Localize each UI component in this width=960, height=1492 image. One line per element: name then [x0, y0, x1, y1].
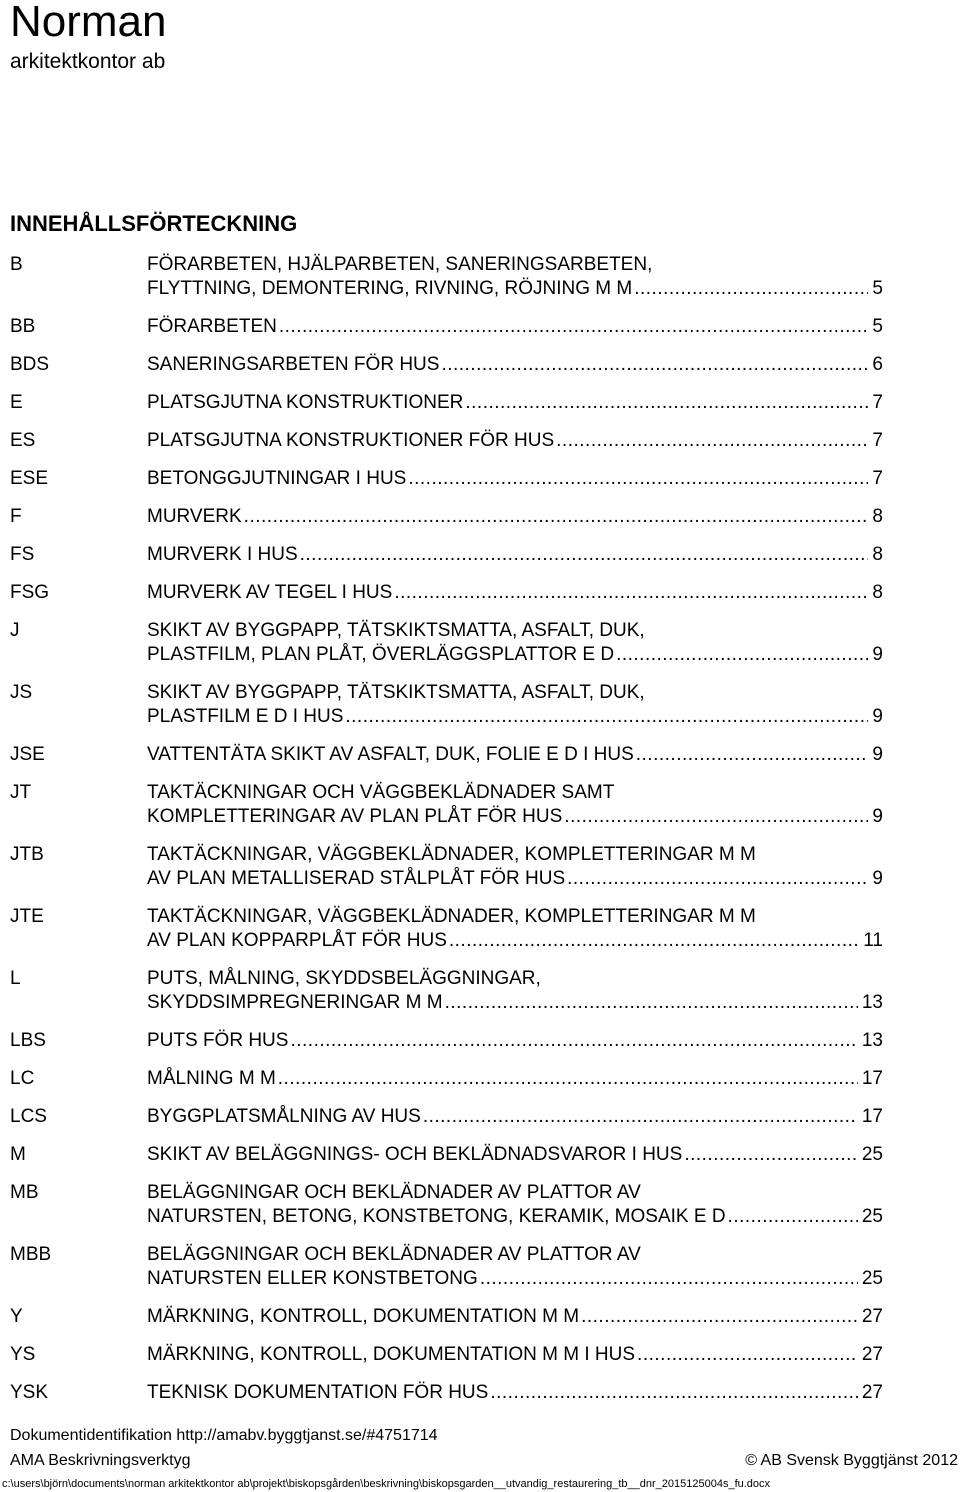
dot-leader	[634, 277, 868, 301]
toc-title	[147, 843, 883, 891]
toc-title-line: VATTENTÄTA SKIKT AV ASFALT, DUK, FOLIE E D I HUS	[147, 744, 634, 765]
toc-entry[interactable]	[0, 1243, 960, 1305]
toc-page-number: 25	[861, 1268, 883, 1289]
dot-leader	[556, 429, 868, 453]
toc-title	[147, 967, 883, 1015]
dot-leader	[345, 705, 868, 729]
toc-title-line: KOMPLETTERINGAR AV PLAN PLÅT FÖR HUS	[147, 806, 563, 827]
toc-heading: INNEHÅLLSFÖRTECKNING	[10, 211, 298, 236]
toc-title-line: PUTS FÖR HUS	[147, 1030, 289, 1051]
toc-code: ESE	[10, 468, 49, 489]
dot-leader	[300, 543, 869, 567]
toc-title	[147, 905, 883, 953]
dot-leader	[449, 929, 859, 953]
toc-entry[interactable]	[0, 253, 960, 315]
toc-page-number: 9	[872, 868, 883, 889]
toc-title-line: MURVERK	[147, 506, 242, 527]
toc-title	[147, 353, 883, 377]
toc-page-number: 9	[872, 806, 883, 827]
toc-entry[interactable]	[0, 391, 960, 429]
dot-leader	[445, 991, 858, 1015]
toc-title-line: BELÄGGNINGAR OCH BEKLÄDNADER AV PLATTOR AV	[147, 1182, 641, 1203]
toc-title-line: TAKTÄCKNINGAR, VÄGGBEKLÄDNADER, KOMPLETTERINGAR M M	[147, 844, 756, 865]
brand-name: Norman	[10, 0, 167, 46]
toc-title	[147, 1029, 883, 1053]
toc-entry[interactable]	[0, 505, 960, 543]
dot-leader	[279, 315, 869, 339]
dot-leader	[423, 1105, 858, 1129]
toc-title-line: PUTS, MÅLNING, SKYDDSBELÄGGNINGAR,	[147, 968, 541, 989]
toc-code: JS	[10, 682, 33, 703]
copyright-notice: © AB Svensk Byggtjänst 2012	[745, 1452, 958, 1469]
toc-code: F	[10, 506, 22, 527]
file-path: c:\users\björn\documents\norman arkitektkontor ab\projekt\biskopsgården\beskrivning\biskopsgarden__utvandig_restaurering_tb__dnr_2015125004s_fu.docx	[2, 1478, 771, 1490]
toc-title	[147, 429, 883, 453]
dot-leader	[290, 1029, 857, 1053]
toc-entry[interactable]	[0, 781, 960, 843]
dot-leader	[684, 1143, 858, 1167]
toc-code: Y	[10, 1306, 23, 1327]
toc-code: MBB	[10, 1244, 52, 1265]
toc-entry[interactable]	[0, 843, 960, 905]
dot-leader	[581, 1305, 858, 1329]
toc-title	[147, 1143, 883, 1167]
toc-title-line: SANERINGSARBETEN FÖR HUS	[147, 354, 440, 375]
toc-page-number: 27	[861, 1344, 883, 1365]
toc-page-number: 11	[863, 930, 883, 951]
toc-title	[147, 1305, 883, 1329]
toc-entry[interactable]	[0, 543, 960, 581]
toc-title	[147, 1381, 883, 1405]
toc-entry[interactable]	[0, 1343, 960, 1381]
toc-entry[interactable]	[0, 681, 960, 743]
toc-entry[interactable]	[0, 1381, 960, 1419]
toc-page-number: 7	[872, 468, 883, 489]
toc-code: FS	[10, 544, 35, 565]
toc-title-line: TAKTÄCKNINGAR OCH VÄGGBEKLÄDNADER SAMT	[147, 782, 615, 803]
toc-page-number: 17	[861, 1068, 883, 1089]
toc-entry[interactable]	[0, 1143, 960, 1181]
toc-entry[interactable]	[0, 315, 960, 353]
toc-code: ES	[10, 430, 36, 451]
document-identification: Dokumentidentifikation http://amabv.byggtjanst.se/#4751714	[10, 1427, 438, 1444]
toc-title-line: SKIKT AV BELÄGGNINGS- OCH BEKLÄDNADSVAROR I HUS	[147, 1144, 683, 1165]
toc-title-line: BYGGPLATSMÅLNING AV HUS	[147, 1106, 421, 1127]
toc-code: M	[10, 1144, 26, 1165]
brand-subtitle: arkitektkontor ab	[10, 50, 166, 73]
toc-title-line: PLATSGJUTNA KONSTRUKTIONER	[147, 392, 464, 413]
toc-code: LBS	[10, 1030, 46, 1051]
toc-code: BDS	[10, 354, 50, 375]
toc-title-line: MURVERK AV TEGEL I HUS	[147, 582, 393, 603]
toc-title	[147, 315, 883, 339]
toc-title-line: NATURSTEN, BETONG, KONSTBETONG, KERAMIK, MOSAIK E D	[147, 1206, 726, 1227]
dot-leader	[244, 505, 869, 529]
toc-title-line: MURVERK I HUS	[147, 544, 298, 565]
toc-list	[0, 253, 960, 1419]
toc-code: JTE	[10, 906, 44, 927]
toc-page-number: 7	[872, 392, 883, 413]
toc-title-line: PLATSGJUTNA KONSTRUKTIONER FÖR HUS	[147, 430, 555, 451]
toc-page-number: 25	[861, 1206, 883, 1227]
toc-title	[147, 1343, 883, 1367]
toc-title-line: MÄRKNING, KONTROLL, DOKUMENTATION M M I HUS	[147, 1344, 636, 1365]
toc-entry[interactable]	[0, 1305, 960, 1343]
toc-page-number: 25	[861, 1144, 883, 1165]
toc-entry[interactable]	[0, 1181, 960, 1243]
dot-leader	[637, 1343, 858, 1367]
toc-title-line: FÖRARBETEN, HJÄLPARBETEN, SANERINGSARBETEN,	[147, 254, 653, 275]
toc-entry[interactable]	[0, 1029, 960, 1067]
dot-leader	[636, 743, 869, 767]
toc-code: J	[10, 620, 20, 641]
toc-title-line: BETONGGJUTNINGAR I HUS	[147, 468, 407, 489]
toc-title-line: PLASTFILM, PLAN PLÅT, ÖVERLÄGGSPLATTOR E D	[147, 644, 615, 665]
dot-leader	[278, 1067, 858, 1091]
toc-title-line: FLYTTNING, DEMONTERING, RIVNING, RÖJNING M M	[147, 278, 633, 299]
toc-page-number: 6	[872, 354, 883, 375]
toc-title-line: SKIKT AV BYGGPAPP, TÄTSKIKTSMATTA, ASFALT, DUK,	[147, 620, 645, 641]
dot-leader	[616, 643, 868, 667]
toc-title	[147, 619, 883, 667]
toc-entry[interactable]	[0, 429, 960, 467]
toc-entry[interactable]	[0, 743, 960, 781]
toc-title	[147, 467, 883, 491]
toc-code: YSK	[10, 1382, 49, 1403]
toc-title-line: TEKNISK DOKUMENTATION FÖR HUS	[147, 1382, 489, 1403]
toc-title	[147, 505, 883, 529]
toc-title	[147, 743, 883, 767]
dot-leader	[564, 805, 868, 829]
toc-page-number: 5	[872, 316, 883, 337]
toc-entry[interactable]	[0, 581, 960, 619]
dot-leader	[728, 1205, 858, 1229]
toc-title-line: NATURSTEN ELLER KONSTBETONG	[147, 1268, 478, 1289]
toc-entry[interactable]	[0, 353, 960, 391]
toc-page-number: 27	[861, 1382, 883, 1403]
toc-title-line: TAKTÄCKNINGAR, VÄGGBEKLÄDNADER, KOMPLETTERINGAR M M	[147, 906, 756, 927]
toc-title	[147, 1181, 883, 1229]
toc-page-number: 5	[872, 278, 883, 299]
toc-code: B	[10, 254, 23, 275]
toc-code: FSG	[10, 582, 50, 603]
dot-leader	[441, 353, 868, 377]
footer-row	[10, 1451, 960, 1471]
toc-title	[147, 391, 883, 415]
toc-entry[interactable]	[0, 1105, 960, 1143]
toc-title-line: BELÄGGNINGAR OCH BEKLÄDNADER AV PLATTOR AV	[147, 1244, 641, 1265]
toc-page-number: 13	[861, 992, 883, 1013]
toc-code: MB	[10, 1182, 39, 1203]
dot-leader	[490, 1381, 858, 1405]
toc-page-number: 9	[872, 744, 883, 765]
toc-page-number: 8	[872, 544, 883, 565]
toc-code: JSE	[10, 744, 45, 765]
toc-code: BB	[10, 316, 36, 337]
toc-title	[147, 543, 883, 567]
toc-title-line: FÖRARBETEN	[147, 316, 277, 337]
toc-title-line: MÅLNING M M	[147, 1068, 276, 1089]
toc-title	[147, 781, 883, 829]
toc-page-number: 8	[872, 582, 883, 603]
toc-code: YS	[10, 1344, 36, 1365]
toc-entry[interactable]	[0, 967, 960, 1029]
toc-title	[147, 1243, 883, 1291]
dot-leader	[567, 867, 868, 891]
toc-title-line: SKIKT AV BYGGPAPP, TÄTSKIKTSMATTA, ASFALT, DUK,	[147, 682, 645, 703]
toc-title-line: AV PLAN KOPPARPLÅT FÖR HUS	[147, 930, 447, 951]
dot-leader	[465, 391, 868, 415]
toc-entry[interactable]	[0, 905, 960, 967]
toc-code: LCS	[10, 1106, 47, 1127]
toc-code: L	[10, 968, 21, 989]
toc-page-number: 8	[872, 506, 883, 527]
toc-code: LC	[10, 1068, 35, 1089]
toc-title	[147, 253, 883, 301]
dot-leader	[408, 467, 868, 491]
toc-page-number: 9	[872, 706, 883, 727]
toc-code: E	[10, 392, 23, 413]
toc-title-line: MÄRKNING, KONTROLL, DOKUMENTATION M M	[147, 1306, 580, 1327]
dot-leader	[480, 1267, 858, 1291]
toc-code: JT	[10, 782, 32, 803]
toc-page-number: 7	[872, 430, 883, 451]
toc-title-line: PLASTFILM E D I HUS	[147, 706, 344, 727]
toc-entry[interactable]	[0, 619, 960, 681]
brand-block	[10, 0, 167, 74]
toc-title	[147, 581, 883, 605]
toc-page-number: 9	[872, 644, 883, 665]
toc-entry[interactable]	[0, 1067, 960, 1105]
dot-leader	[394, 581, 868, 605]
toc-entry[interactable]	[0, 467, 960, 505]
toc-page-number: 27	[861, 1306, 883, 1327]
toc-code: JTB	[10, 844, 44, 865]
toc-page-number: 17	[861, 1106, 883, 1127]
toc-title	[147, 1105, 883, 1129]
tool-name: AMA Beskrivningsverktyg	[10, 1452, 191, 1469]
toc-title	[147, 1067, 883, 1091]
toc-title-line: AV PLAN METALLISERAD STÅLPLÅT FÖR HUS	[147, 868, 566, 889]
toc-title	[147, 681, 883, 729]
toc-page-number: 13	[861, 1030, 883, 1051]
toc-title-line: SKYDDSIMPREGNERINGAR M M	[147, 992, 443, 1013]
